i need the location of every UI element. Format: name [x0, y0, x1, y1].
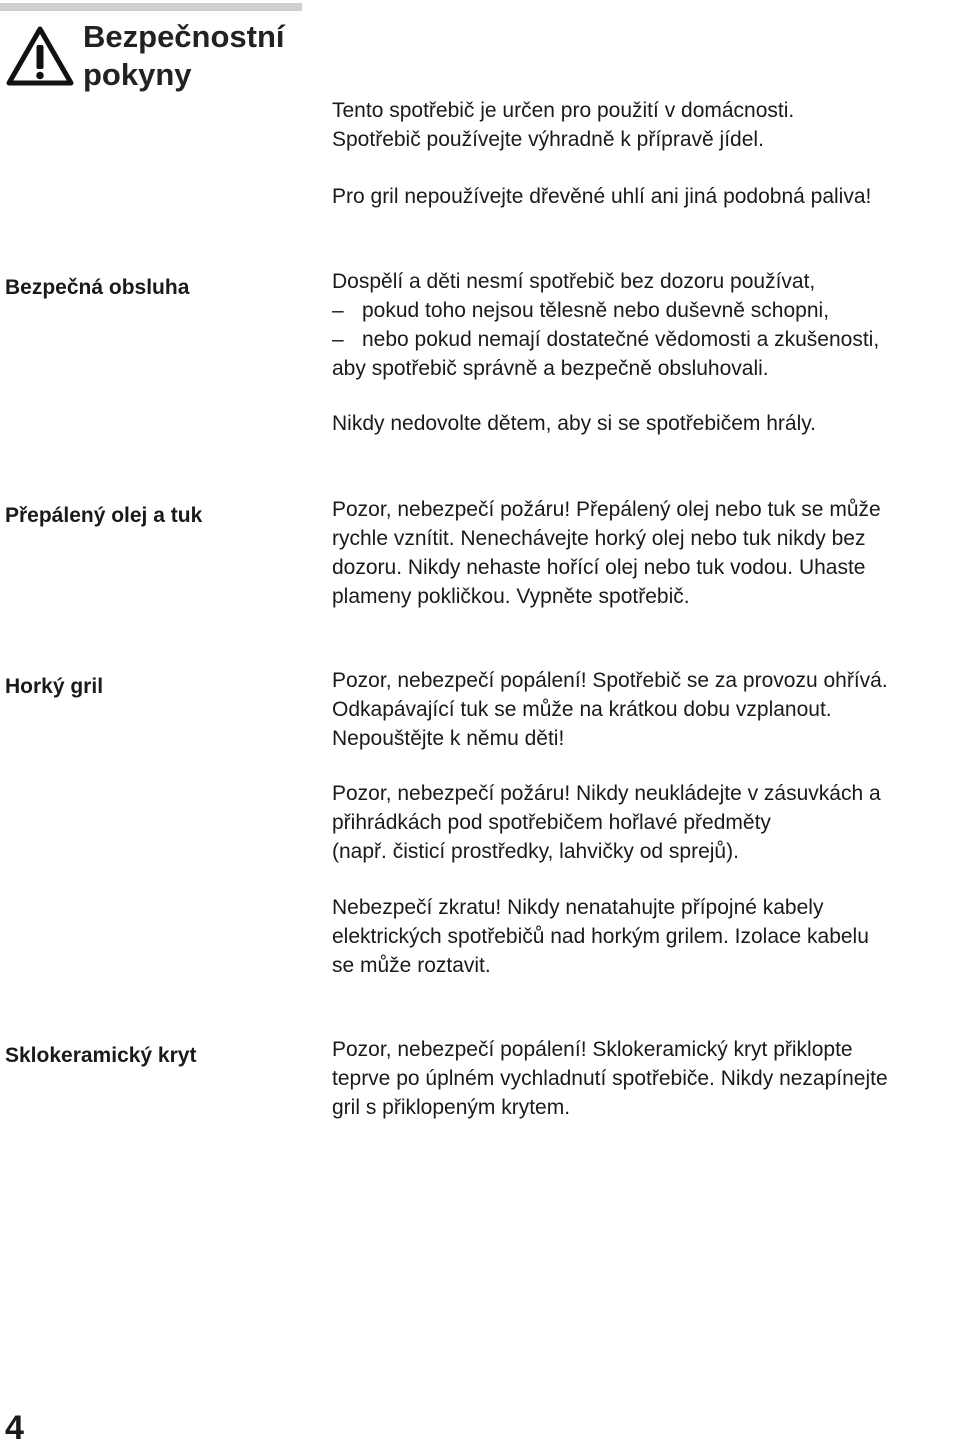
title-line-2: pokyny	[83, 57, 192, 92]
page-title	[83, 18, 285, 94]
dash-list-item	[332, 325, 879, 354]
text-line: Odkapávající tuk se může na krátkou dobu vzplanout.	[332, 698, 832, 721]
text-line: Nikdy nedovolte dětem, aby si se spotřebičem hrály.	[332, 412, 817, 435]
text-line: Nebezpečí zkratu! Nikdy nenatahujte přípojné kabely	[332, 896, 824, 919]
text-line: aby spotřebič správně a bezpečně obsluhovali.	[332, 357, 769, 380]
text-line: (např. čisticí prostředky, lahvičky od sprejů).	[332, 840, 739, 863]
text-line: přihrádkách pod spotřebičem hořlavé předměty	[332, 811, 771, 834]
hot-grill-burn-paragraph	[332, 666, 888, 753]
text-line: Dospělí a děti nesmí spotřebič bez dozoru používat,	[332, 270, 816, 293]
text-line: dozoru. Nikdy nehaste hořící olej nebo tuk vodou. Uhaste	[332, 556, 866, 579]
text-line: Pozor, nebezpečí popálení! Spotřebič se za provozu ohřívá.	[332, 669, 888, 692]
header-bar	[0, 3, 302, 11]
intro-line: Tento spotřebič je určen pro použití v domácnosti.	[332, 99, 795, 122]
text-line: Pozor, nebezpečí popálení! Sklokeramický kryt přiklopte	[332, 1038, 853, 1061]
text-line: Pozor, nebezpečí požáru! Nikdy neukládejte v zásuvkách a	[332, 782, 881, 805]
hot-grill-fire-paragraph	[332, 779, 881, 866]
warning-triangle-icon	[6, 26, 74, 86]
hot-grill-short-circuit-paragraph	[332, 893, 869, 980]
safe-operation-children	[332, 409, 816, 438]
text-line: teprve po úplném vychladnutí spotřebiče. Nikdy nezapínejte	[332, 1067, 888, 1090]
section-label-overheated-oil: Přepálený olej a tuk	[5, 504, 203, 527]
intro-line: Pro gril nepoužívejte dřevěné uhlí ani jiná podobná paliva!	[332, 185, 872, 208]
text-line: Nepouštějte k němu děti!	[332, 727, 565, 750]
section-label-safe-operation: Bezpečná obsluha	[5, 276, 190, 299]
overheated-oil-paragraph	[332, 495, 881, 611]
intro-line: Spotřebič používejte výhradně k přípravě jídel.	[332, 128, 764, 151]
page-number: 4	[5, 1409, 24, 1447]
intro-paragraph	[332, 96, 794, 154]
text-line: elektrických spotřebičů nad horkým grilem. Izolace kabelu	[332, 925, 869, 948]
dash-bullet: –	[332, 299, 344, 322]
text-line: se může roztavit.	[332, 954, 491, 977]
section-label-ceramic-cover: Sklokeramický kryt	[5, 1044, 197, 1067]
text-line: nebo pokud nemají dostatečné vědomosti a zkušenosti,	[362, 328, 880, 351]
dash-list-item	[332, 296, 879, 325]
intro-fuel-warning	[332, 182, 871, 211]
dash-bullet: –	[332, 328, 344, 351]
text-line: pokud toho nejsou tělesně nebo duševně schopni,	[362, 299, 830, 322]
text-line: gril s přiklopeným krytem.	[332, 1096, 571, 1119]
title-line-1: Bezpečnostní	[83, 19, 285, 54]
section-label-hot-grill: Horký gril	[5, 675, 104, 698]
text-line: rychle vznítit. Nenechávejte horký olej nebo tuk nikdy bez	[332, 527, 866, 550]
text-line: Pozor, nebezpečí požáru! Přepálený olej nebo tuk se může	[332, 498, 881, 521]
safe-operation-paragraph	[332, 267, 879, 383]
ceramic-cover-paragraph	[332, 1035, 888, 1122]
text-line: plameny pokličkou. Vypněte spotřebič.	[332, 585, 690, 608]
